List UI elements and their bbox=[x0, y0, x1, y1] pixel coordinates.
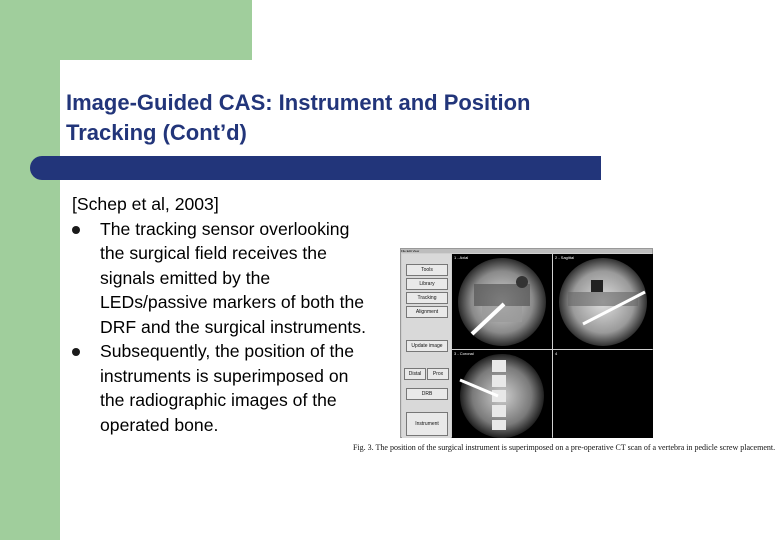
figure-caption: Fig. 3. The position of the surgical instrument is superimposed on a pre-operative CT scan of a vertebra in pedicle screw placement. bbox=[353, 443, 775, 452]
slide-title-line1: Image-Guided CAS: Instrument and Position bbox=[66, 90, 531, 115]
pane-label: 1 - Axial bbox=[454, 255, 469, 260]
decor-rounded-corner bbox=[60, 60, 90, 90]
slide-body bbox=[72, 192, 372, 437]
figure-pane-axial bbox=[452, 254, 552, 349]
figure-button-alignment: Alignment bbox=[406, 306, 448, 318]
decor-green-left-bar bbox=[0, 60, 60, 540]
pane-label: 2 - Sagittal bbox=[555, 255, 575, 260]
figure-side-panel bbox=[402, 254, 451, 438]
pane-label: 3 - Coronal bbox=[454, 351, 474, 356]
xray-coronal-image bbox=[452, 350, 552, 438]
figure-button-tracking: Tracking bbox=[406, 292, 448, 304]
bullet-item bbox=[72, 217, 372, 340]
bullet-list bbox=[72, 217, 372, 438]
xray-sagittal-image bbox=[553, 254, 653, 349]
figure-button-prox: Prox bbox=[427, 368, 449, 380]
slide-title-line2: Tracking (Cont’d) bbox=[66, 120, 247, 145]
reference-citation: [Schep et al, 2003] bbox=[72, 194, 219, 214]
bullet-text: The tracking sensor overlooking the surgical field receives the signals emitted by the LEDs/passive markers of both the DRF and the surgical instruments. bbox=[100, 218, 366, 337]
figure-button-drb: DRB bbox=[406, 388, 448, 400]
figure-button-instrument: Instrument bbox=[406, 412, 448, 436]
bullet-dot-icon bbox=[72, 226, 80, 234]
figure-button-distal: Distal bbox=[404, 368, 426, 380]
figure-pane-empty bbox=[553, 350, 653, 438]
decor-green-top-block bbox=[0, 0, 252, 60]
bullet-item bbox=[72, 339, 372, 437]
title-underline-bar bbox=[30, 156, 601, 180]
figure-pane-coronal bbox=[452, 350, 552, 438]
figure-button-library: Library bbox=[406, 278, 448, 290]
figure-pane-sagittal bbox=[553, 254, 653, 349]
software-screenshot-figure bbox=[400, 248, 653, 438]
bullet-dot-icon bbox=[72, 348, 80, 356]
xray-axial-image bbox=[452, 254, 552, 349]
slide-title bbox=[66, 88, 706, 148]
pane-label: 4 bbox=[555, 351, 558, 356]
figure-button-update-image: Update image bbox=[406, 340, 448, 352]
bullet-text: Subsequently, the position of the instruments is superimposed on the radiographic images of the operated bone. bbox=[100, 341, 354, 435]
figure-menubar: File Edit View bbox=[401, 249, 652, 253]
figure-button-tools: Tools bbox=[406, 264, 448, 276]
